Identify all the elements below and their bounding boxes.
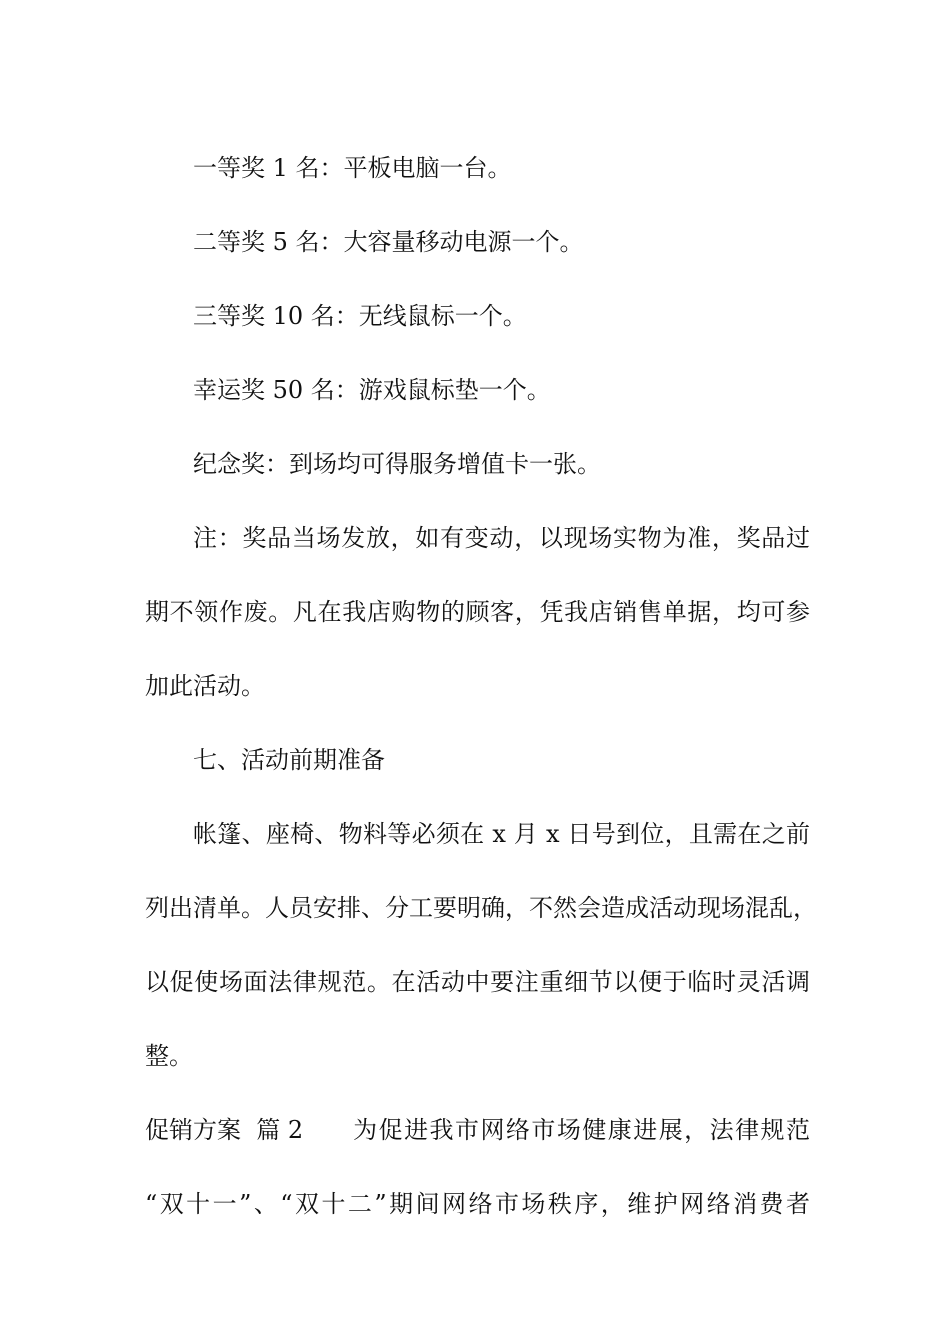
part2-line-2: “双十一”、“双十二”期间网络市场秩序，维护网络消费者 — [145, 1190, 810, 1218]
part2-title: 促销方案 篇 2 — [145, 1116, 304, 1144]
section-heading-7: 七、活动前期准备 — [193, 746, 385, 774]
part2-line-1: 为促进我市网络市场健康进展，法律规范 — [353, 1116, 810, 1144]
note-line-3: 加此活动。 — [145, 672, 265, 700]
prep-line-3: 以促使场面法律规范。在活动中要注重细节以便于临时灵活调 — [145, 968, 810, 996]
document-body — [145, 131, 817, 1241]
prep-line-4: 整。 — [145, 1042, 193, 1070]
note-line-2: 期不领作废。凡在我店购物的顾客，凭我店销售单据，均可参 — [145, 598, 810, 626]
prep-line-1: 帐篷、座椅、物料等必须在 x 月 x 日号到位，且需在之前 — [193, 820, 810, 848]
prize-second: 二等奖 5 名：大容量移动电源一个。 — [193, 228, 584, 256]
note-line-1: 注：奖品当场发放，如有变动，以现场实物为准，奖品过 — [193, 524, 810, 552]
part2-first-line — [145, 1093, 810, 1167]
prize-third: 三等奖 10 名：无线鼠标一个。 — [193, 302, 527, 330]
prize-lucky: 幸运奖 50 名：游戏鼠标垫一个。 — [193, 376, 551, 404]
prize-souvenir: 纪念奖：到场均可得服务增值卡一张。 — [193, 450, 601, 478]
prep-line-2: 列出清单。人员安排、分工要明确，不然会造成活动现场混乱， — [145, 894, 817, 922]
prize-first: 一等奖 1 名：平板电脑一台。 — [193, 154, 512, 182]
